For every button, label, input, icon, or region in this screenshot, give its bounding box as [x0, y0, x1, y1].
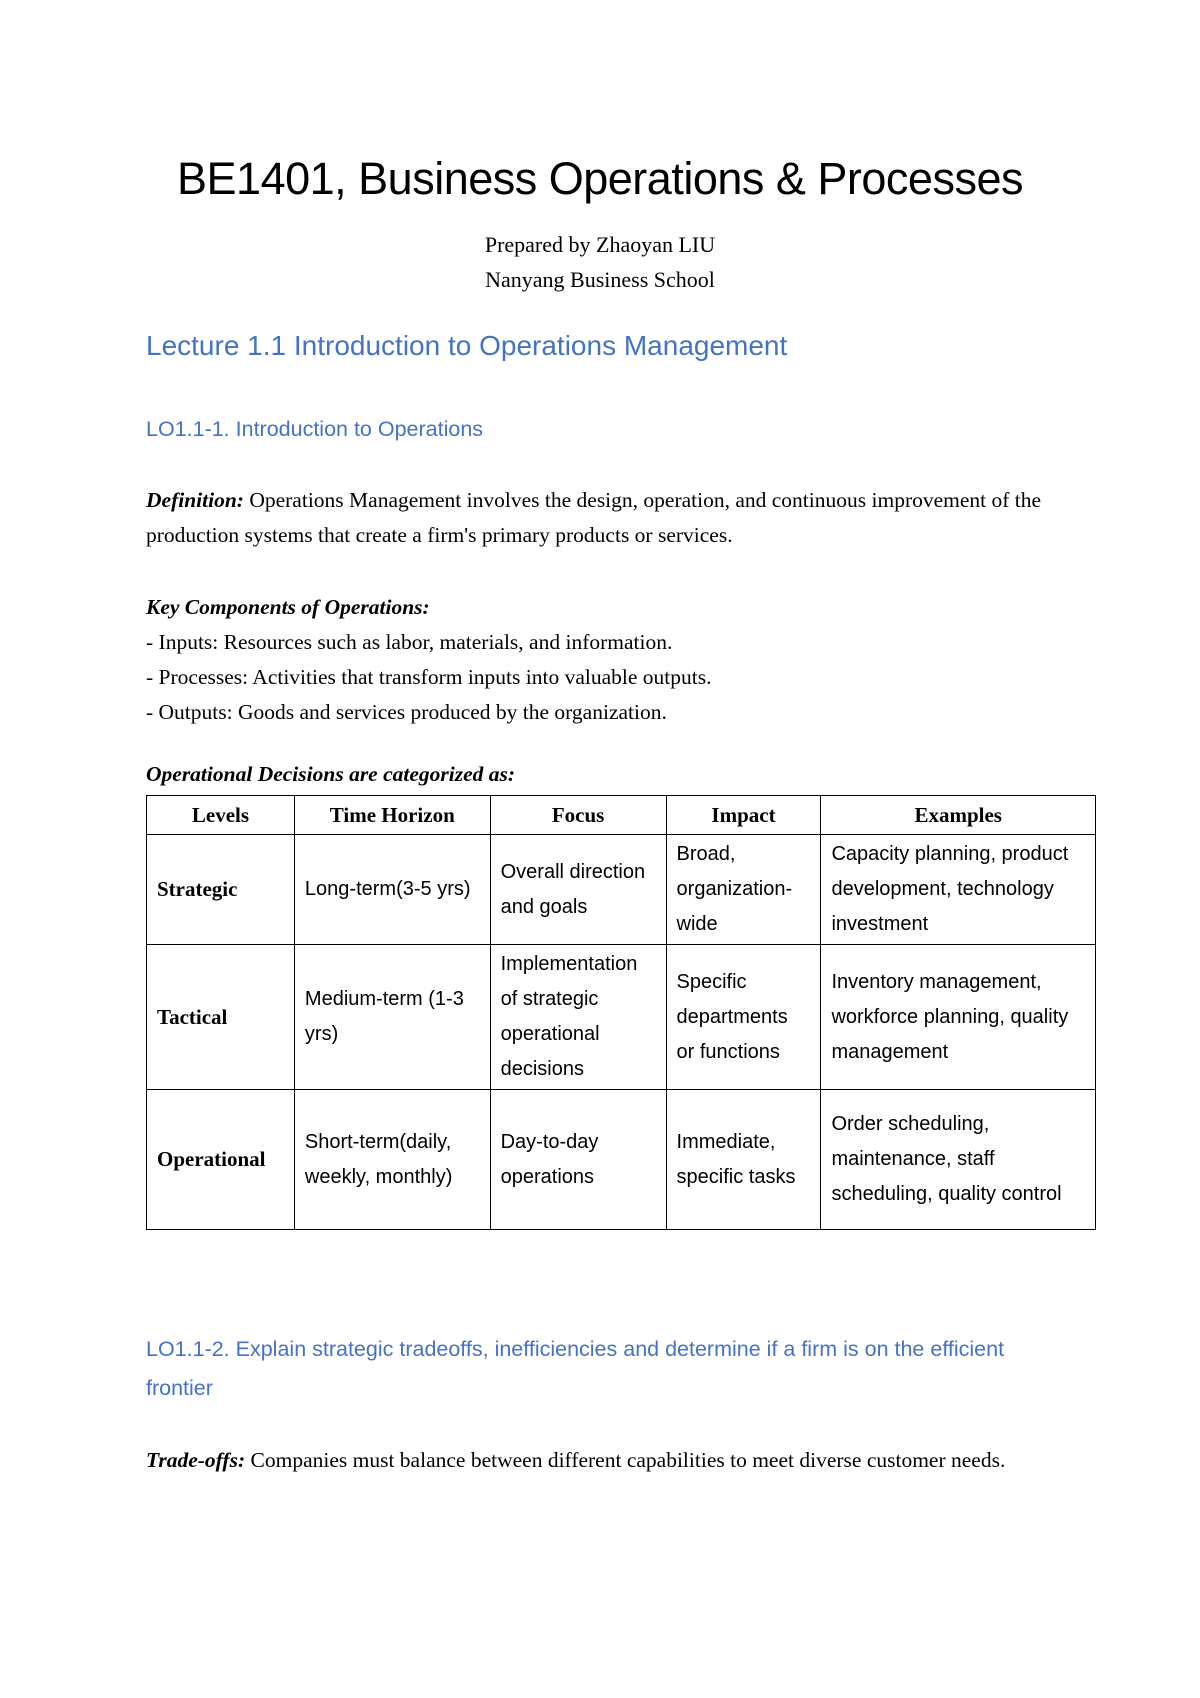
key-components-label: Key Components of Operations:: [146, 595, 430, 619]
cell-focus: Overall direction and goals: [490, 835, 666, 945]
cell-level: Strategic: [147, 835, 295, 945]
cell-time-horizon: Long-term(3-5 yrs): [294, 835, 490, 945]
key-components-block: [146, 590, 1076, 730]
definition-text: Operations Management involves the design, operation, and continuous improvement of the production systems that create a firm's primary products or services.: [146, 488, 1042, 547]
header-time-horizon: Time Horizon: [294, 796, 490, 835]
table-header-row: [147, 796, 1096, 835]
cell-impact: Broad, organization-wide: [666, 835, 821, 945]
header-impact: Impact: [666, 796, 821, 835]
lecture-heading: Lecture 1.1 Introduction to Operations Management: [146, 330, 788, 361]
tradeoffs-paragraph: [146, 1443, 1076, 1478]
component-item-processes: - Processes: Activities that transform inputs into valuable outputs.: [146, 665, 712, 689]
cell-examples: Capacity planning, product development, technology investment: [821, 835, 1096, 945]
definition-label: Definition:: [146, 488, 244, 512]
component-item-inputs: - Inputs: Resources such as labor, materials, and information.: [146, 630, 673, 654]
cell-focus: Day-to-day operations: [490, 1090, 666, 1230]
school-name: Nanyang Business School: [485, 267, 715, 292]
cell-level: Operational: [147, 1090, 295, 1230]
header-focus: Focus: [490, 796, 666, 835]
table-row: [147, 1090, 1096, 1230]
cell-examples: Order scheduling, maintenance, staff scheduling, quality control: [821, 1090, 1096, 1230]
definition-paragraph: [146, 483, 1076, 553]
table-row: [147, 945, 1096, 1090]
cell-impact: Immediate, specific tasks: [666, 1090, 821, 1230]
cell-focus: Implementation of strategic operational decisions: [490, 945, 666, 1090]
table-row: [147, 835, 1096, 945]
cell-impact: Specific departments or functions: [666, 945, 821, 1090]
cell-time-horizon: Short-term(daily, weekly, monthly): [294, 1090, 490, 1230]
table-caption: Operational Decisions are categorized as:: [146, 762, 516, 786]
tradeoffs-text: Companies must balance between different capabilities to meet diverse customer needs.: [245, 1448, 1006, 1472]
component-item-outputs: - Outputs: Goods and services produced by the organization.: [146, 700, 667, 724]
tradeoffs-label: Trade-offs:: [146, 1448, 246, 1472]
lo2-heading: LO1.1-2. Explain strategic tradeoffs, inefficiencies and determine if a firm is on the efficient frontier: [146, 1337, 1005, 1400]
document-title: BE1401, Business Operations & Processes: [177, 153, 1023, 204]
lo1-heading: LO1.1-1. Introduction to Operations: [146, 417, 484, 441]
cell-time-horizon: Medium-term (1-3 yrs): [294, 945, 490, 1090]
operational-decisions-table: [146, 795, 1096, 1230]
header-levels: Levels: [147, 796, 295, 835]
cell-examples: Inventory management, workforce planning, quality management: [821, 945, 1096, 1090]
header-examples: Examples: [821, 796, 1096, 835]
prepared-by: Prepared by Zhaoyan LIU: [484, 232, 716, 257]
cell-level: Tactical: [147, 945, 295, 1090]
